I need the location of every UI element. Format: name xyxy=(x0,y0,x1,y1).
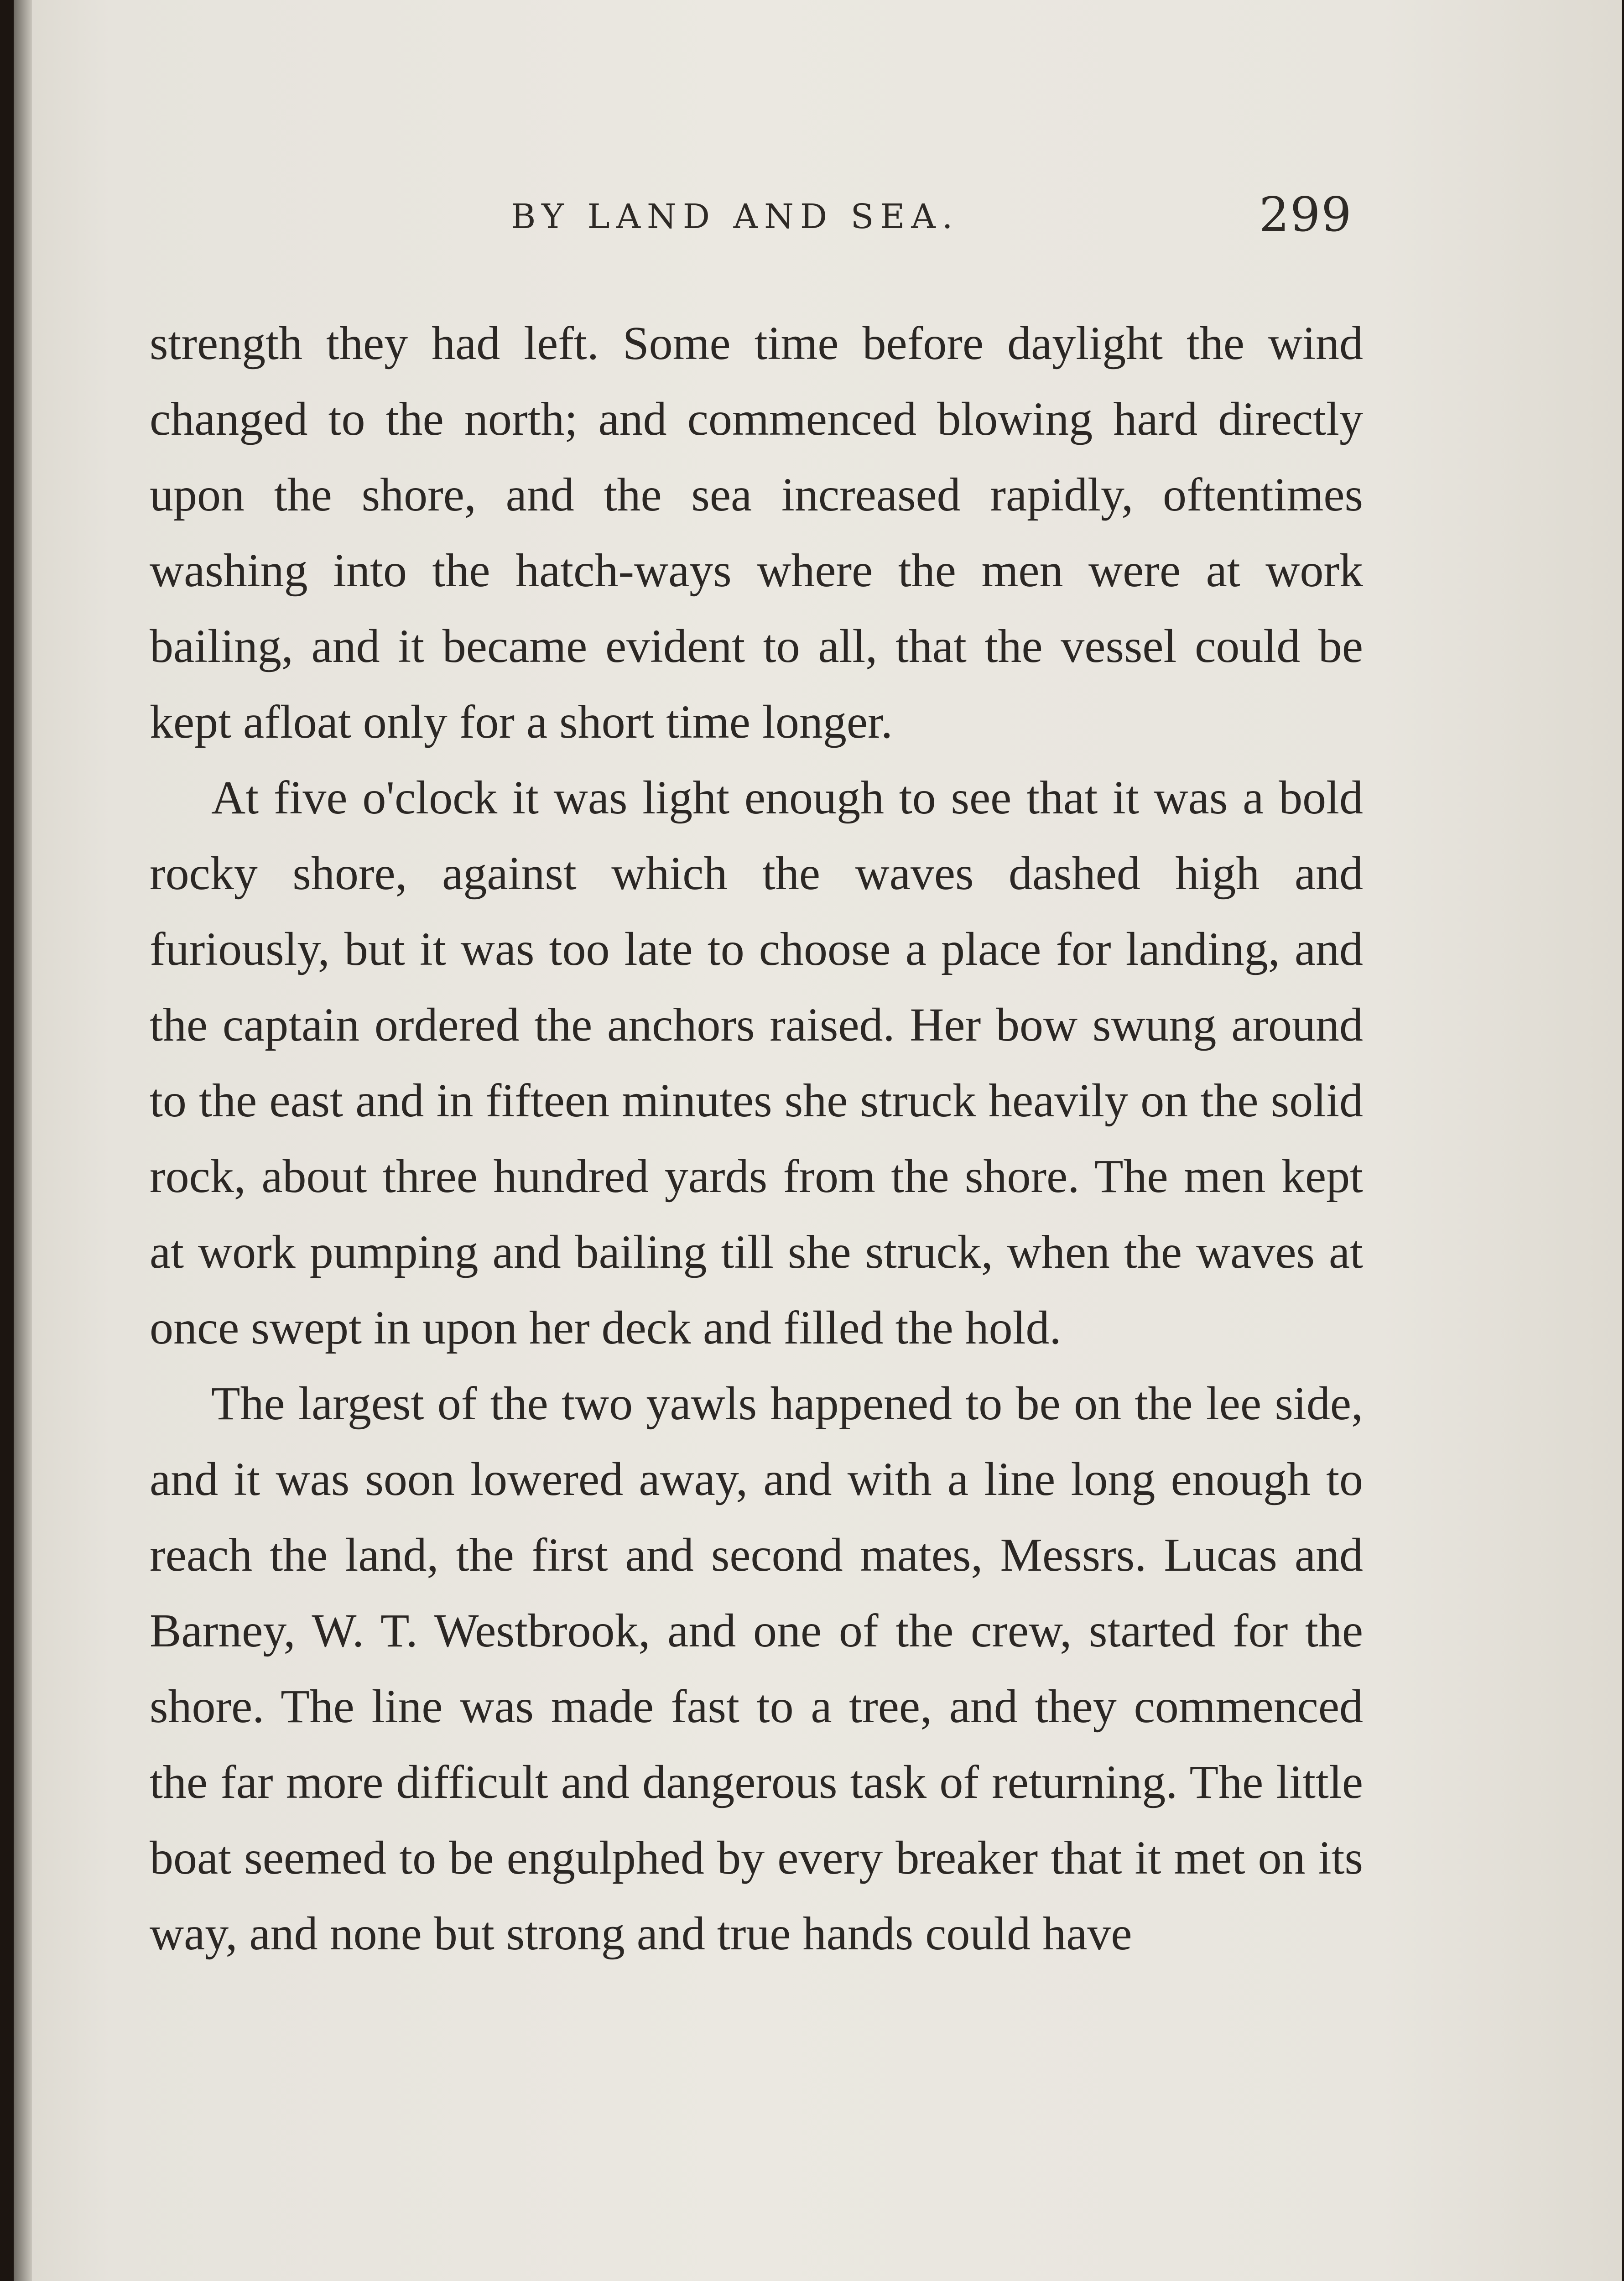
paragraph-3: The largest of the two yawls happened to be on the lee side, and it was soon lowered away, and with a line long enough to reach the land, the first and second mates, Messrs. Lucas and Barney, W. T. Westbrook, and one of the crew, started for the shore. The line was made fast to a tree, and they commenced the far more difficult and dangerous task of returning. The little boat seemed to be engulphed by every breaker that it met on its way, and none but strong and true hands could have xyxy=(150,1377,1363,1960)
paragraph-2: At five o'clock it was light enough to see that it was a bold rocky shore, against which the waves dashed high and furiously, but it was too late to choose a place for landing, and the captain ordered the anchors raised. Her bow swung around to the east and in fifteen minutes she struck heavily on the solid rock, about three hundred yards from the shore. The men kept at work pumping and bailing till she struck, when the waves at once swept in upon her deck and filled the hold. xyxy=(150,771,1363,1354)
book-page xyxy=(14,0,1622,2281)
page-header xyxy=(14,187,1622,246)
page-number: 299 xyxy=(1259,187,1353,242)
running-head: BY LAND AND SEA. xyxy=(511,197,959,236)
body-text xyxy=(150,306,1363,1972)
paragraph-1: strength they had left. Some time before daylight the wind changed to the north; and commenced blowing hard directly upon the shore, and the sea increased rapidly, oftentimes washing into the hatch-ways where the men were at work bailing, and it became evident to all, that the vessel could be kept afloat only for a short time longer. xyxy=(150,317,1363,748)
spine-shadow xyxy=(14,0,32,2281)
